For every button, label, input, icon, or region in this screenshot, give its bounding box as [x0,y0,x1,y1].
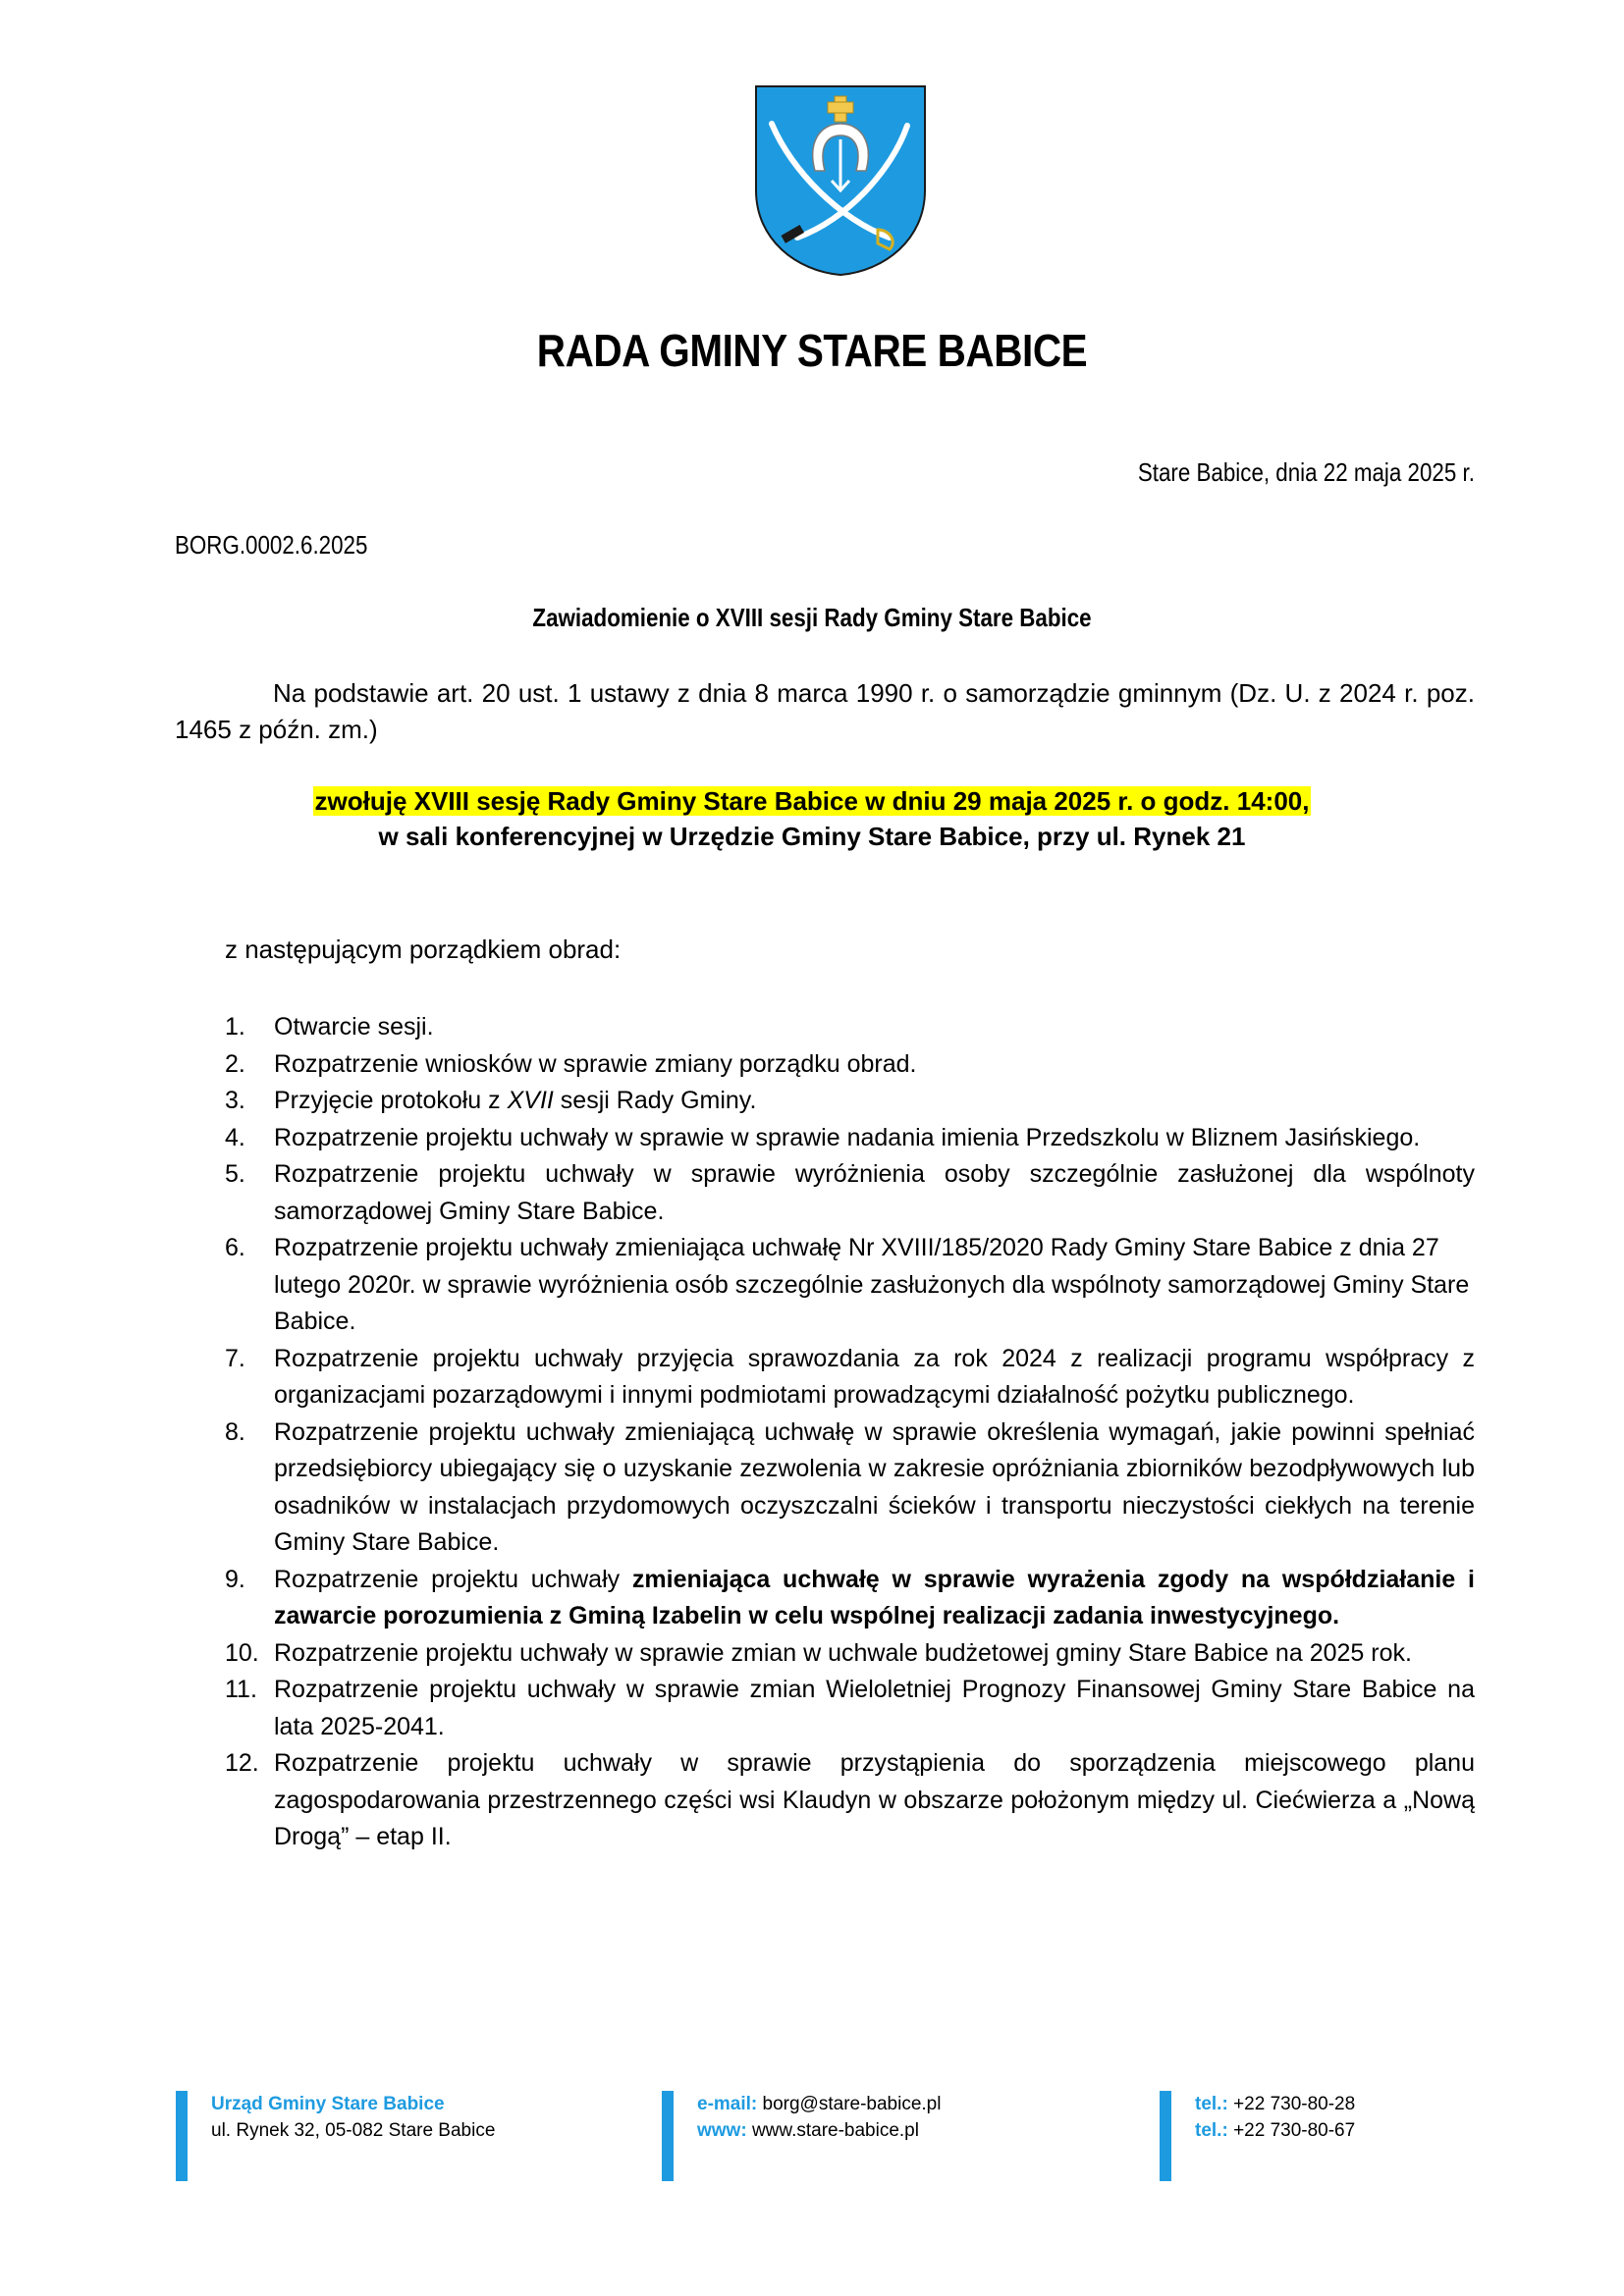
agenda-item-number: 2. [225,1049,245,1078]
convene-statement [0,783,1624,854]
agenda-item-text: Rozpatrzenie projektu uchwały w sprawie zmian Wieloletniej Prognozy Finansowej Gminy Stare Babice na lata 2025-2041. [274,1676,1475,1740]
agenda-item-number: 9. [225,1565,245,1593]
coat-of-arms-icon [752,82,929,279]
agenda-item [225,1672,1475,1745]
agenda-item [225,1341,1475,1415]
email-label: e-mail: [697,2094,758,2114]
agenda-item [225,1230,1475,1341]
footer-office [176,2091,495,2181]
phone-number[interactable]: +22 730-80-28 [1233,2094,1356,2114]
office-name: Urząd Gminy Stare Babice [211,2094,445,2114]
agenda-item [225,1009,1475,1046]
agenda-item-text: Rozpatrzenie wniosków w sprawie zmiany porządku obrad. [274,1049,917,1078]
reference-number: BORG.0002.6.2025 [175,530,368,560]
agenda-item-number: 11. [225,1676,257,1703]
notice-title: Zawiadomienie o XVIII sesji Rady Gminy Stare Babice [532,603,1092,632]
www-label: www: [697,2120,747,2141]
agenda-item-number: 1. [225,1013,245,1041]
agenda-item-text: Rozpatrzenie projektu uchwały w sprawie zmian w uchwale budżetowej gminy Stare Babice na 2025 rok. [274,1638,1412,1667]
office-address: ul. Rynek 32, 05-082 Stare Babice [211,2120,496,2141]
agenda-item-number: 10. [225,1638,259,1667]
legal-basis-paragraph: Na podstawie art. 20 ust. 1 ustawy z dnia 8 marca 1990 r. o samorządzie gminnym (Dz. U. z 2024 r. poz. 1465 z późn. zm.) [175,678,1475,744]
agenda-item [225,1745,1475,1856]
agenda-item-number: 5. [225,1160,245,1188]
agenda-item-text: Otwarcie sesji. [274,1013,434,1041]
agenda-item-text: sesji Rady Gminy. [553,1087,757,1114]
agenda-item-number: 8. [225,1417,245,1446]
agenda-item-text: Rozpatrzenie projektu uchwały zmieniającą uchwałę w sprawie określenia wymagań, jakie powinni spełniać przedsiębiorcy ubiegający się o uzyskanie zezwolenia w zakresie opróżniania zbiorników bezodpływowych lub osadników w instalacjach przydomowych oczyszczalni ścieków i transportu nieczystości ciekłych na terenie Gminy Stare Babice. [274,1417,1475,1556]
agenda-item [225,1156,1475,1230]
council-title: RADA GMINY STARE BABICE [536,325,1088,376]
agenda-item-text: Rozpatrzenie projektu uchwały [274,1565,632,1593]
agenda-item-text: Rozpatrzenie projektu uchwały w sprawie przystąpienia do sporządzenia miejscowego planu zagospodarowania przestrzennego części wsi Klaudyn w obszarze położonym między ul. Ciećwierza a „Nową Drogą” – etap II. [274,1749,1475,1850]
footer-contact [662,2091,941,2181]
email-link[interactable]: borg@stare-babice.pl [762,2094,942,2114]
convene-highlighted-text: zwołuję XVIII sesję Rady Gminy Stare Babice w dniu 29 maja 2025 r. o godz. 14:00, [314,786,1310,816]
agenda-item-text: Rozpatrzenie projektu uchwały w sprawie wyróżnienia osoby szczególnie zasłużonej dla wspólnoty samorządowej Gminy Stare Babice. [274,1160,1475,1225]
agenda-intro: z następującym porządkiem obrad: [225,934,622,964]
agenda-item-bold: zmieniająca uchwałę w sprawie wyrażenia zgody na współdziałanie i zawarcie porozumienia z Gminą Izabelin w celu wspólnej realizacji zadania inwestycyjnego. [274,1565,1476,1629]
agenda-item-number: 4. [225,1123,245,1151]
agenda-list [225,1009,1475,1856]
agenda-item-text: Rozpatrzenie projektu uchwały w sprawie w sprawie nadania imienia Przedszkolu w Bliznem Jasińskiego. [274,1123,1421,1151]
agenda-item-text: Rozpatrzenie projektu uchwały przyjęcia sprawozdania za rok 2024 z realizacji programu współpracy z organizacjami pozarządowymi i innymi podmiotami prowadzącymi działalność pożytku publicznego. [274,1344,1475,1409]
website-link[interactable]: www.stare-babice.pl [751,2120,919,2141]
footer-phones [1160,2091,1355,2181]
phone-label: tel.: [1195,2094,1228,2114]
agenda-item [225,1046,1475,1084]
agenda-item-italic: XVII [507,1087,554,1114]
agenda-item [225,1415,1475,1562]
agenda-item [225,1635,1475,1673]
agenda-item [225,1120,1475,1157]
phone-number[interactable]: +22 730-80-67 [1233,2120,1356,2141]
agenda-item [225,1562,1475,1635]
agenda-item-text: Rozpatrzenie projektu uchwały zmieniająca uchwałę Nr XVIII/185/2020 Rady Gminy Stare Babice z dnia 27 lutego 2020r. w sprawie wyróżnienia osób szczególnie zasłużonych dla wspólnoty samorządowej Gminy Stare Babice. [274,1234,1470,1335]
agenda-item [225,1083,1475,1120]
phone-label: tel.: [1195,2120,1228,2141]
agenda-item-number: 6. [225,1234,245,1261]
convene-location-text: w sali konferencyjnej w Urzędzie Gminy Stare Babice, przy ul. Rynek 21 [378,822,1246,851]
document-date: Stare Babice, dnia 22 maja 2025 r. [1137,457,1475,487]
agenda-item-number: 7. [225,1344,245,1372]
agenda-item-text: Przyjęcie protokołu z [274,1087,508,1114]
agenda-item-number: 12. [225,1749,259,1777]
agenda-item-number: 3. [225,1087,245,1114]
